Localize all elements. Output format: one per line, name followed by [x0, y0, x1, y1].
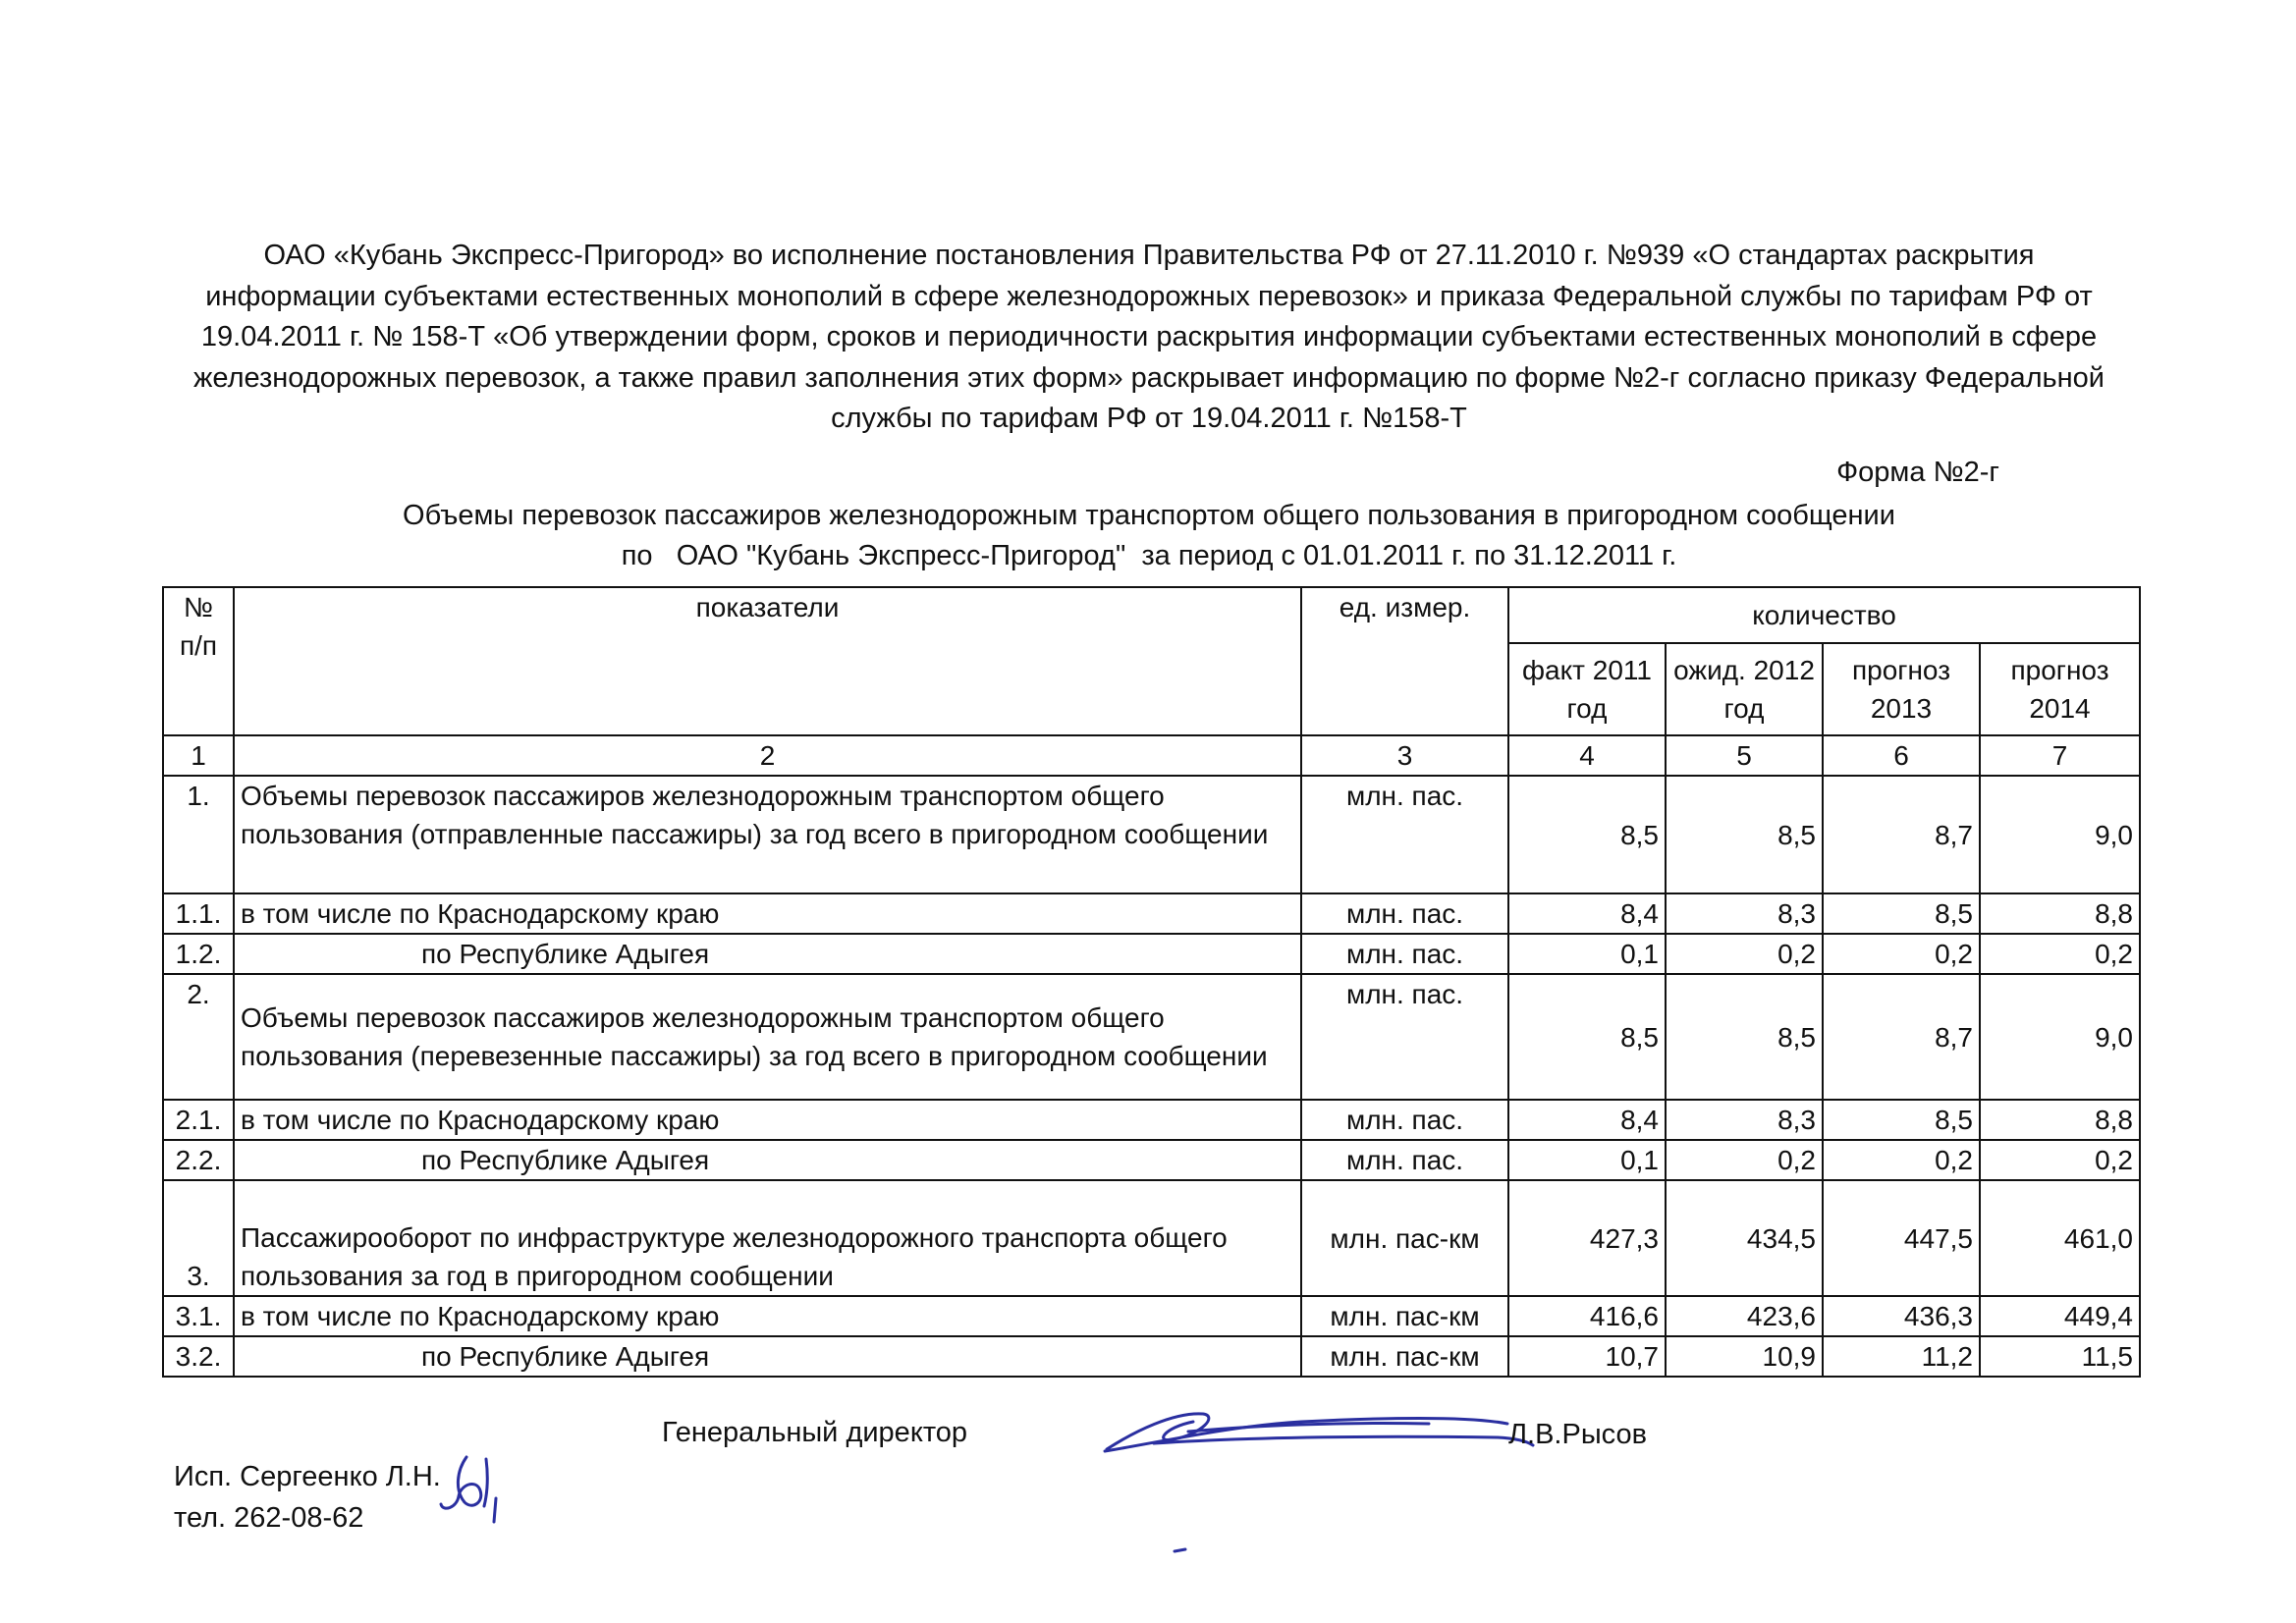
table-row: [163, 1140, 2140, 1180]
header-forecast-2013: прогноз 2013: [1823, 643, 1980, 735]
row-value: 8,8: [1980, 1100, 2140, 1140]
table-row: [163, 1100, 2140, 1140]
row-value: 8,3: [1666, 893, 1823, 934]
row-value: 449,4: [1980, 1296, 2140, 1336]
row-unit: млн. пас.: [1301, 934, 1508, 974]
row-unit: млн. пас-км: [1301, 1336, 1508, 1377]
header-num: № п/п: [163, 587, 234, 735]
row-value: 10,9: [1666, 1336, 1823, 1377]
row-value: 8,5: [1666, 776, 1823, 893]
row-value: 0,1: [1508, 1140, 1666, 1180]
column-number: 6: [1823, 735, 1980, 776]
row-value: 0,2: [1823, 934, 1980, 974]
ink-mark-icon: [1174, 1547, 1187, 1553]
row-indicator: Объемы перевозок пассажиров железнодорожным транспортом общего пользования (перевезенные пассажиры) за год всего в пригородном сообщении: [234, 974, 1301, 1100]
row-value: 8,5: [1508, 776, 1666, 893]
row-value: 8,4: [1508, 1100, 1666, 1140]
row-indicator: по Республике Адыгея: [234, 1140, 1301, 1180]
row-num: 2.1.: [163, 1100, 234, 1140]
row-indicator: Объемы перевозок пассажиров железнодорожным транспортом общего пользования (отправленные пассажиры) за год всего в пригородном сообщении: [234, 776, 1301, 893]
director-signature-icon: [1095, 1392, 1547, 1461]
row-value: 9,0: [1980, 776, 2140, 893]
column-number: 5: [1666, 735, 1823, 776]
table-row: [163, 1336, 2140, 1377]
row-num: 3.: [163, 1180, 234, 1296]
row-value: 8,4: [1508, 893, 1666, 934]
row-value: 8,5: [1508, 974, 1666, 1100]
row-num: 3.2.: [163, 1336, 234, 1377]
header-indicator: показатели: [234, 587, 1301, 735]
row-unit: млн. пас-км: [1301, 1296, 1508, 1336]
row-num: 2.: [163, 974, 234, 1100]
row-value: 8,8: [1980, 893, 2140, 934]
row-unit: млн. пас.: [1301, 1140, 1508, 1180]
header-fact-2011: факт 2011 год: [1508, 643, 1666, 735]
intro-paragraph: [152, 236, 2146, 440]
row-value: 416,6: [1508, 1296, 1666, 1336]
signatory-position: Генеральный директор: [662, 1417, 968, 1448]
row-value: 423,6: [1666, 1296, 1823, 1336]
column-number-row: [163, 735, 2140, 776]
row-num: 1.: [163, 776, 234, 893]
header-forecast-2014: прогноз 2014: [1980, 643, 2140, 735]
row-value: 8,3: [1666, 1100, 1823, 1140]
row-value: 434,5: [1666, 1180, 1823, 1296]
row-num: 3.1.: [163, 1296, 234, 1336]
form-number: Форма №2-г: [1836, 457, 1999, 488]
executor-info: [174, 1456, 441, 1539]
header-row: [163, 587, 2140, 643]
row-unit: млн. пас.: [1301, 974, 1508, 1100]
intro-line: железнодорожных перевозок, а также правил заполнения этих форм» раскрывает информацию по форме №2-г согласно приказу Федеральной: [193, 361, 2105, 394]
row-value: 0,2: [1823, 1140, 1980, 1180]
table-row: [163, 893, 2140, 934]
column-number: 4: [1508, 735, 1666, 776]
executor-phone: тел. 262-08-62: [174, 1502, 364, 1534]
row-value: 427,3: [1508, 1180, 1666, 1296]
signatory-name: Л.В.Рысов: [1508, 1419, 1648, 1450]
row-unit: млн. пас.: [1301, 893, 1508, 934]
report-table: [162, 586, 2141, 1378]
row-value: 8,5: [1823, 1100, 1980, 1140]
document-title: [152, 496, 2146, 576]
title-line: по ОАО "Кубань Экспресс-Пригород" за период с 01.01.2011 г. по 31.12.2011 г.: [621, 540, 1677, 571]
table-row: [163, 934, 2140, 974]
header-expected-2012: ожид. 2012 год: [1666, 643, 1823, 735]
intro-line: информации субъектами естественных монополий в сфере железнодорожных перевозок» и приказа Федеральной службы по тарифам РФ от: [205, 280, 2093, 312]
row-value: 11,2: [1823, 1336, 1980, 1377]
column-number: 3: [1301, 735, 1508, 776]
row-num: 2.2.: [163, 1140, 234, 1180]
intro-line: службы по тарифам РФ от 19.04.2011 г. №158-Т: [831, 403, 1467, 434]
executor-name: Исп. Сергеенко Л.Н.: [174, 1461, 441, 1492]
row-unit: млн. пас-км: [1301, 1180, 1508, 1296]
row-value: 0,2: [1666, 934, 1823, 974]
column-number: 7: [1980, 735, 2140, 776]
header-quantity: количество: [1508, 587, 2140, 643]
row-value: 8,7: [1823, 974, 1980, 1100]
row-value: 10,7: [1508, 1336, 1666, 1377]
column-number: 1: [163, 735, 234, 776]
row-value: 9,0: [1980, 974, 2140, 1100]
table-row: [163, 776, 2140, 893]
row-value: 8,7: [1823, 776, 1980, 893]
table-row: [163, 1296, 2140, 1336]
row-value: 0,2: [1666, 1140, 1823, 1180]
intro-line: ОАО «Кубань Экспресс-Пригород» во исполнение постановления Правительства РФ от 27.11.2010 г. №939 «О стандартах раскрытия: [263, 240, 2035, 271]
executor-initials-icon: [437, 1451, 511, 1530]
table-row: [163, 974, 2140, 1100]
column-number: 2: [234, 735, 1301, 776]
row-num: 1.1.: [163, 893, 234, 934]
row-value: 436,3: [1823, 1296, 1980, 1336]
title-line: Объемы перевозок пассажиров железнодорожным транспортом общего пользования в пригородном сообщении: [403, 500, 1895, 531]
row-indicator: в том числе по Краснодарскому краю: [234, 1100, 1301, 1140]
row-value: 0,2: [1980, 934, 2140, 974]
row-indicator: по Республике Адыгея: [234, 1336, 1301, 1377]
header-unit: ед. измер.: [1301, 587, 1508, 735]
row-value: 11,5: [1980, 1336, 2140, 1377]
row-value: 447,5: [1823, 1180, 1980, 1296]
row-unit: млн. пас.: [1301, 1100, 1508, 1140]
row-value: 461,0: [1980, 1180, 2140, 1296]
row-unit: млн. пас.: [1301, 776, 1508, 893]
row-indicator: Пассажирооборот по инфраструктуре железнодорожного транспорта общего пользования за год в пригородном сообщении: [234, 1180, 1301, 1296]
row-value: 8,5: [1666, 974, 1823, 1100]
row-value: 0,1: [1508, 934, 1666, 974]
intro-line: 19.04.2011 г. № 158-Т «Об утверждении форм, сроков и периодичности раскрытия информации субъектами естественных монополий в сфере: [200, 321, 2098, 352]
row-indicator: в том числе по Краснодарскому краю: [234, 893, 1301, 934]
row-indicator: в том числе по Краснодарскому краю: [234, 1296, 1301, 1336]
row-indicator: по Республике Адыгея: [234, 934, 1301, 974]
row-value: 0,2: [1980, 1140, 2140, 1180]
row-num: 1.2.: [163, 934, 234, 974]
table-row: [163, 1180, 2140, 1296]
row-value: 8,5: [1823, 893, 1980, 934]
